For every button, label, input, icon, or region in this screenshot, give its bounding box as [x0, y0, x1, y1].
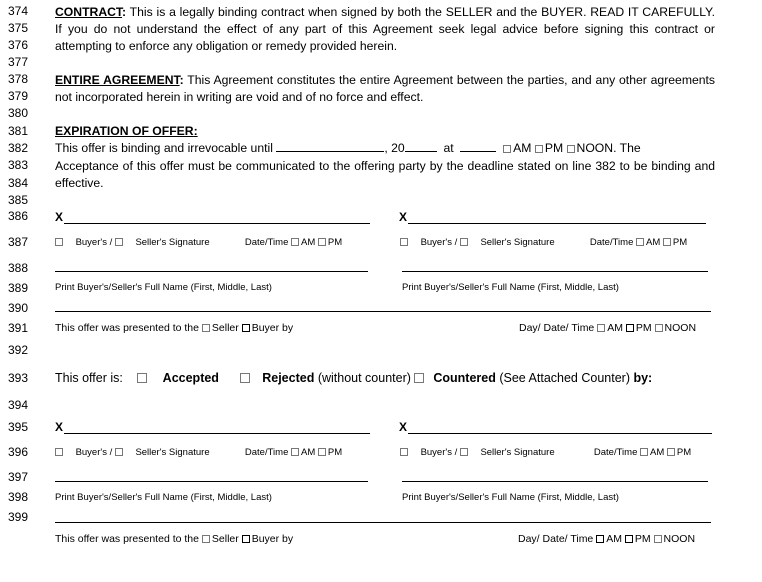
datetime-label: Date/Time — [244, 237, 289, 248]
sellers-signature-label: Seller's Signature — [480, 447, 555, 458]
entire-agreement-heading: ENTIRE AGREEMENT — [55, 73, 180, 87]
line-number: 397 — [8, 470, 29, 484]
signature-x: X — [55, 420, 64, 434]
presented-datetime — [519, 322, 696, 334]
buyer-checkbox[interactable] — [55, 448, 63, 456]
line-number: 395 — [8, 420, 29, 434]
am-label: AM — [650, 447, 665, 458]
seller-label: Seller — [211, 322, 239, 334]
line-number: 394 — [8, 398, 29, 412]
expiration-line-382 — [55, 141, 715, 155]
buyer-checkbox[interactable] — [55, 238, 63, 246]
buyer-checkbox[interactable] — [400, 238, 408, 246]
buyer-by-label: Buyer by — [251, 533, 294, 545]
pm-checkbox[interactable] — [318, 448, 326, 456]
rejected-note: (without counter) — [317, 371, 411, 385]
print-name-caption: Print Buyer's/Seller's Full Name (First, Middle, Last) — [55, 492, 272, 503]
status-label: This offer is: — [55, 371, 123, 385]
buyers-label: Buyer's / — [75, 447, 113, 458]
sellers-signature-label: Seller's Signature — [135, 447, 210, 458]
signature-caption — [55, 447, 342, 459]
signature-line[interactable] — [408, 433, 712, 434]
line-number: 374 — [8, 4, 29, 18]
buyer-checkbox[interactable] — [400, 448, 408, 456]
pm-checkbox[interactable] — [667, 448, 675, 456]
presented-noon-checkbox[interactable] — [655, 324, 663, 332]
pm-label: PM — [327, 447, 343, 458]
pm-checkbox[interactable] — [535, 145, 543, 153]
presented-buyer-checkbox[interactable] — [242, 324, 250, 332]
signature-caption — [400, 447, 691, 459]
datetime-label: Date/Time — [244, 447, 289, 458]
signature-x: X — [55, 210, 64, 224]
rejected-label: Rejected — [262, 371, 315, 385]
am-checkbox[interactable] — [503, 145, 511, 153]
time-blank[interactable] — [460, 141, 496, 152]
signature-line[interactable] — [408, 223, 706, 224]
print-name-line[interactable] — [402, 271, 708, 272]
the-text: The — [619, 141, 641, 155]
countered-checkbox[interactable] — [414, 373, 424, 383]
accepted-checkbox[interactable] — [137, 373, 147, 383]
entire-agreement-paragraph: ENTIRE AGREEMENT: This Agreement constitutes the entire Agreement between the parties, and any other agreements not incorporated herein in writing are void and of no force and effect. — [55, 73, 716, 104]
signature-line[interactable] — [64, 433, 370, 434]
contract-paragraph: CONTRACT: This is a legally binding contract when signed by both the SELLER and the BUYER. READ IT CAREFULLY. If you do not understand the effect of any part of this Agreement seek legal advice before signing this contract or attempting to enforce any obligation or remedy provided herein. — [55, 5, 716, 53]
expiration-heading-row: EXPIRATION OF OFFER: — [55, 124, 198, 138]
signature-caption — [400, 237, 687, 249]
line-number: 384 — [8, 176, 29, 190]
day-date-label: Day/ Date/ Time — [518, 533, 594, 545]
presented-seller-checkbox[interactable] — [202, 535, 210, 543]
am-checkbox[interactable] — [640, 448, 648, 456]
line-number: 386 — [8, 209, 29, 223]
by-label: by: — [633, 371, 653, 385]
am-checkbox[interactable] — [291, 238, 299, 246]
entire-agreement-text: This Agreement constitutes the entire Agreement between the parties, and any other agreements not incorporated herein in writing are void and of no force and effect. — [55, 73, 716, 104]
seller-label: Seller — [211, 533, 239, 545]
line-number: 379 — [8, 89, 29, 103]
seller-checkbox[interactable] — [115, 448, 123, 456]
presented-text: This offer was presented to the — [55, 322, 199, 334]
print-name-caption: Print Buyer's/Seller's Full Name (First, Middle, Last) — [55, 282, 272, 293]
print-name-caption: Print Buyer's/Seller's Full Name (First, Middle, Last) — [402, 282, 619, 293]
line-number: 389 — [8, 281, 29, 295]
presented-caption — [55, 322, 293, 334]
line-number: 398 — [8, 490, 29, 504]
print-name-line[interactable] — [402, 481, 708, 482]
pm-label: PM — [676, 447, 692, 458]
expiration-date-blank[interactable] — [276, 141, 384, 152]
pm-checkbox[interactable] — [318, 238, 326, 246]
seller-checkbox[interactable] — [115, 238, 123, 246]
datetime-label: Date/Time — [589, 237, 634, 248]
am-label: AM — [606, 533, 622, 545]
contract-heading: CONTRACT — [55, 5, 123, 19]
noon-label: NOON. — [576, 141, 617, 155]
contract-text: This is a legally binding contract when signed by both the SELLER and the BUYER. READ IT CAREFULLY. If you do not understand the effect of any part of this Agreement seek legal advice before signing this contract or attempting to enforce any obligation or remedy provided herein. — [55, 5, 716, 53]
am-label: AM — [513, 141, 532, 155]
presented-datetime — [518, 533, 695, 545]
presented-buyer-checkbox[interactable] — [242, 535, 250, 543]
buyers-label: Buyer's / — [75, 237, 113, 248]
line-number: 378 — [8, 72, 29, 86]
noon-label: NOON — [663, 533, 696, 545]
presented-pm-checkbox[interactable] — [626, 324, 634, 332]
line-number: 387 — [8, 235, 29, 249]
line-number: 375 — [8, 21, 29, 35]
pm-label: PM — [327, 237, 343, 248]
seller-checkbox[interactable] — [460, 238, 468, 246]
line-number: 381 — [8, 124, 29, 138]
presented-text: This offer was presented to the — [55, 533, 199, 545]
rejected-checkbox[interactable] — [240, 373, 250, 383]
seller-checkbox[interactable] — [460, 448, 468, 456]
day-date-label: Day/ Date/ Time — [519, 322, 595, 334]
buyers-label: Buyer's / — [420, 447, 458, 458]
noon-label: NOON — [664, 322, 697, 334]
line-number: 392 — [8, 343, 29, 357]
presented-caption — [55, 533, 293, 545]
line-number: 380 — [8, 106, 29, 120]
line-number: 376 — [8, 38, 29, 52]
line-number: 399 — [8, 510, 29, 524]
countered-note: (See Attached Counter) — [499, 371, 630, 385]
year-blank[interactable] — [405, 141, 437, 152]
presented-line[interactable] — [55, 311, 711, 312]
am-label: AM — [301, 447, 316, 458]
am-label: AM — [607, 322, 623, 334]
line-number: 393 — [8, 371, 29, 385]
expiration-text-2: Acceptance of this offer must be communicated to the offering party by the deadline stated on line 382 to be binding and effective. — [55, 159, 715, 190]
am-checkbox[interactable] — [636, 238, 644, 246]
presented-pm-checkbox[interactable] — [625, 535, 633, 543]
pm-label: PM — [672, 237, 688, 248]
line-number: 388 — [8, 261, 29, 275]
presented-line[interactable] — [55, 522, 711, 523]
accepted-label: Accepted — [162, 371, 219, 385]
print-name-line[interactable] — [55, 271, 368, 272]
presented-am-checkbox[interactable] — [597, 324, 605, 332]
line-number: 391 — [8, 321, 29, 335]
signature-x: X — [399, 210, 408, 224]
line-number: 383 — [8, 158, 29, 172]
pm-label: PM — [634, 533, 651, 545]
presented-seller-checkbox[interactable] — [202, 324, 210, 332]
pm-label: PM — [635, 322, 652, 334]
am-label: AM — [646, 237, 661, 248]
year-prefix: , 20 — [384, 141, 405, 155]
line-number: 382 — [8, 141, 29, 155]
line-number: 385 — [8, 193, 29, 207]
print-name-line[interactable] — [55, 481, 368, 482]
expiration-text: This offer is binding and irrevocable until — [55, 141, 273, 155]
presented-am-checkbox[interactable] — [596, 535, 604, 543]
at-text: at — [443, 141, 454, 155]
am-checkbox[interactable] — [291, 448, 299, 456]
signature-caption — [55, 237, 342, 249]
offer-status-row — [55, 371, 652, 385]
expiration-heading: EXPIRATION OF OFFER — [55, 124, 194, 138]
pm-label: PM — [544, 141, 564, 155]
sellers-signature-label: Seller's Signature — [135, 237, 210, 248]
buyers-label: Buyer's / — [420, 237, 458, 248]
signature-x: X — [399, 420, 408, 434]
print-name-caption: Print Buyer's/Seller's Full Name (First, Middle, Last) — [402, 492, 619, 503]
signature-line[interactable] — [64, 223, 370, 224]
datetime-label: Date/Time — [593, 447, 638, 458]
line-number: 390 — [8, 301, 29, 315]
noon-checkbox[interactable] — [567, 145, 575, 153]
line-number: 377 — [8, 55, 29, 69]
buyer-by-label: Buyer by — [251, 322, 294, 334]
presented-noon-checkbox[interactable] — [654, 535, 662, 543]
sellers-signature-label: Seller's Signature — [480, 237, 555, 248]
am-label: AM — [301, 237, 316, 248]
line-number: 396 — [8, 445, 29, 459]
countered-label: Countered — [433, 371, 496, 385]
pm-checkbox[interactable] — [663, 238, 671, 246]
